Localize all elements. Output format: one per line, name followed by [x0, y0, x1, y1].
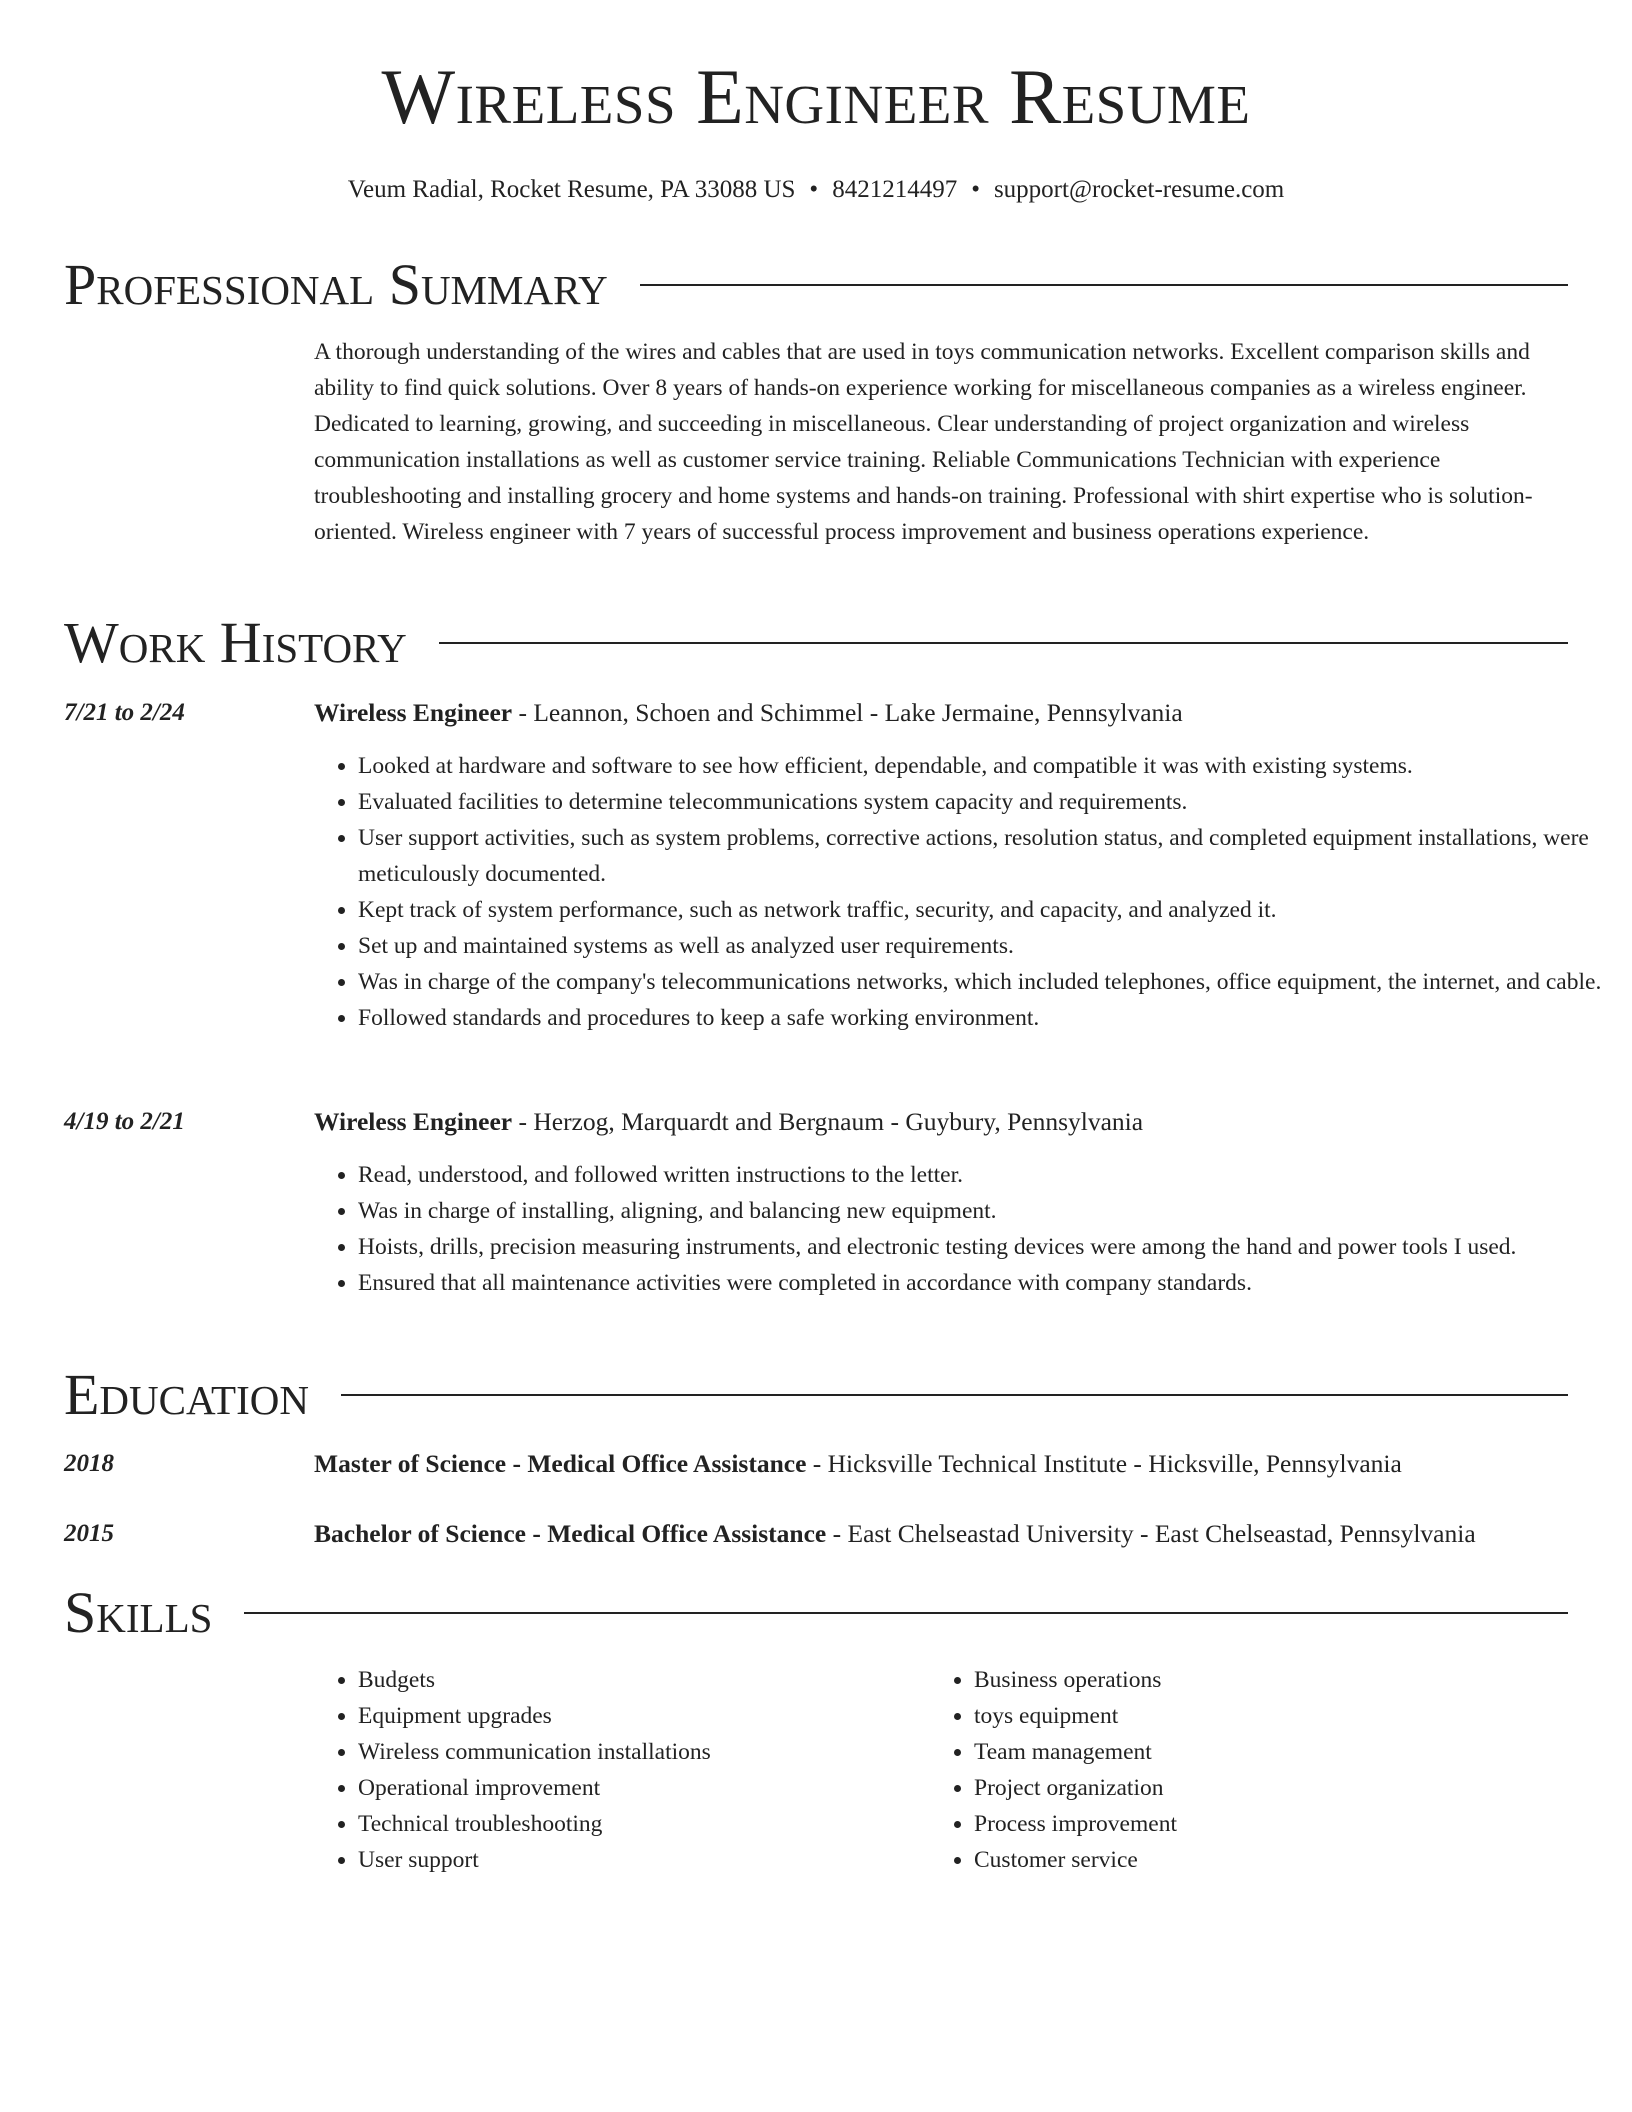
education-degree: Master of Science - Medical Office Assistance: [314, 1449, 807, 1478]
skill-item: • Team management: [974, 1734, 1534, 1770]
contact-phone: 8421214497: [832, 176, 958, 203]
contact-separator: •: [971, 176, 980, 203]
contact-email[interactable]: support@rocket-resume.com: [993, 176, 1285, 203]
education-entry: [314, 1518, 1574, 1550]
section-divider: [640, 284, 1568, 286]
skill-item: • User support: [358, 1842, 918, 1878]
list-item: • Followed standards and procedures to keep a safe working environment.: [358, 1000, 1614, 1036]
list-item: • Set up and maintained systems as well as analyzed user requirements.: [358, 928, 1614, 964]
contact-line: [0, 174, 1632, 206]
list-item: • Was in charge of the company's telecommunications networks, which included telephones, office equipment, the internet, and cable.: [358, 964, 1614, 1000]
section-divider: [244, 1612, 1568, 1614]
job-bullets: [314, 1157, 1614, 1301]
job-details: - Herzog, Marquardt and Bergnaum - Guybury, Pennsylvania: [512, 1107, 1144, 1136]
skills-list-right: [930, 1662, 1534, 1878]
job-title: Wireless Engineer: [314, 1107, 513, 1136]
education-details: - East Chelseastad University - East Chelseastad, Pennsylvania: [826, 1519, 1476, 1548]
education-details: - Hicksville Technical Institute - Hicksville, Pennsylvania: [806, 1449, 1402, 1478]
section-divider: [439, 642, 1568, 644]
section-divider: [341, 1394, 1568, 1396]
job-details: - Leannon, Schoen and Schimmel - Lake Jermaine, Pennsylvania: [512, 698, 1183, 727]
contact-separator: •: [809, 176, 819, 203]
skill-item: • Technical troubleshooting: [358, 1806, 918, 1842]
job-header: [314, 1106, 1574, 1138]
job-bullets: [314, 748, 1614, 1036]
list-item: • Was in charge of installing, aligning, and balancing new equipment.: [358, 1193, 1614, 1229]
skill-item: • Process improvement: [974, 1806, 1534, 1842]
section-work-header: [64, 611, 1568, 675]
list-item: • Hoists, drills, precision measuring instruments, and electronic testing devices were among the hand and power tools I used.: [358, 1229, 1614, 1265]
list-item: • Evaluated facilities to determine telecommunications system capacity and requirements.: [358, 784, 1614, 820]
skills-list-left: [314, 1662, 918, 1878]
list-item: • User support activities, such as system problems, corrective actions, resolution status, and completed equipment installations, were meticulously documented.: [358, 820, 1614, 892]
skill-item: • Business operations: [974, 1662, 1534, 1698]
skill-item: • Wireless communication installations: [358, 1734, 918, 1770]
skill-item: • Operational improvement: [358, 1770, 918, 1806]
section-heading: Work History: [64, 610, 407, 675]
education-degree: Bachelor of Science - Medical Office Assistance: [314, 1519, 827, 1548]
section-heading: Skills: [64, 1580, 213, 1645]
list-item: • Ensured that all maintenance activities were completed in accordance with company standards.: [358, 1265, 1614, 1301]
education-year: 2015: [64, 1520, 114, 1547]
section-heading: Education: [64, 1362, 309, 1427]
section-heading: Professional Summary: [64, 252, 608, 317]
resume-title: Wireless Engineer Resume: [381, 53, 1251, 140]
skill-item: • Customer service: [974, 1842, 1534, 1878]
education-entry: [314, 1448, 1574, 1480]
skill-item: • toys equipment: [974, 1698, 1534, 1734]
skill-item: • Equipment upgrades: [358, 1698, 918, 1734]
contact-address: Veum Radial, Rocket Resume, PA 33088 US: [347, 176, 796, 203]
job-dates: 7/21 to 2/24: [64, 699, 185, 726]
section-skills-header: [64, 1581, 1568, 1645]
section-education-header: [64, 1363, 1568, 1427]
list-item: • Read, understood, and followed written instructions to the letter.: [358, 1157, 1614, 1193]
skill-item: • Budgets: [358, 1662, 918, 1698]
list-item: • Looked at hardware and software to see how efficient, dependable, and compatible it was with existing systems.: [358, 748, 1614, 784]
job-title: Wireless Engineer: [314, 698, 513, 727]
job-header: [314, 697, 1574, 729]
summary-text: A thorough understanding of the wires and cables that are used in toys communication networks. Excellent comparison skills and ability to find quick solutions. Over 8 years of hands-on experience working for miscellaneous companies as a wireless engineer. Dedicated to learning, growing, and succeeding in miscellaneous. Clear understanding of project organization and wireless communication installations as well as customer service training. Reliable Communications Technician with experience troubleshooting and installing grocery and home systems and hands-on training. Professional with shirt expertise who is solution-oriented. Wireless engineer with 7 years of successful process improvement and business operations experience.: [314, 339, 1533, 545]
education-year: 2018: [64, 1450, 114, 1477]
list-item: • Kept track of system performance, such as network traffic, security, and capacity, and analyzed it.: [358, 892, 1614, 928]
skill-item: • Project organization: [974, 1770, 1534, 1806]
section-summary-header: [64, 253, 1568, 317]
job-dates: 4/19 to 2/21: [64, 1108, 185, 1135]
